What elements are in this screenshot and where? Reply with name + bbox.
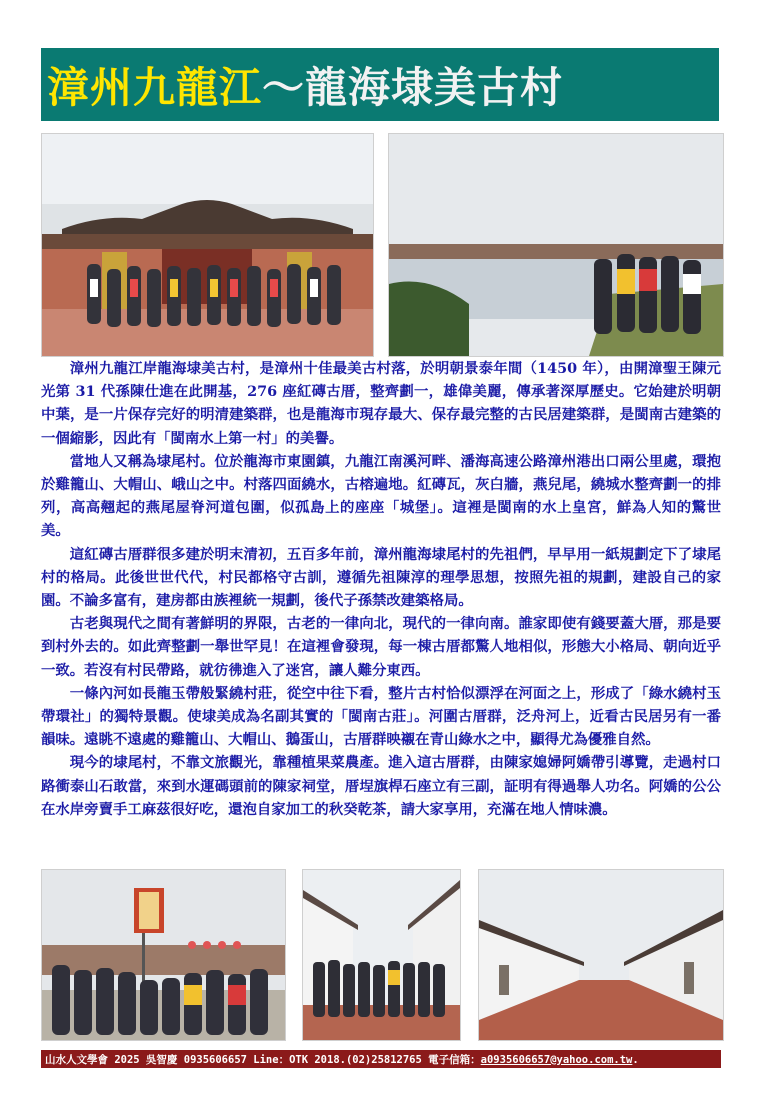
title-part1: 漳州九龍江 [47, 62, 263, 112]
photo-empty-old-street [478, 869, 724, 1041]
photo-group-at-riverbank [388, 133, 724, 357]
photo-group-at-temple-gate [41, 133, 374, 357]
paragraph-5: 一條內河如長龍玉帶般緊繞村莊，從空中往下看，整片古村恰似漂浮在河面之上，形成了「綠水繞村玉帶環社」的獨特景觀。使埭美成為名副其實的「閩南古莊」。河圍古厝群，泛舟河上，近看古民居另有一番韻味。遠眺不遠處的雞籠山、大帽山、鵝蛋山，古厝群映襯在青山綠水之中，顯得尤為優雅自然。 [41, 684, 721, 749]
paragraph-1: 漳州九龍江岸龍海埭美古村，是漳州十佳最美古村落，於明朝景泰年間（1450 年），由開漳聖王陳元光第 31 代孫陳仕進在此開基，276 座紅磚古厝，整齊劃一，雄偉美麗，傳承著深厚歷史。它始建於明朝中葉，是一片保存完好的明清建築群，也是龍海市現存最大、保存最完整的古民居建築群，是閩南古建築的一個縮影，因此有「閩南水上第一村」的美譽。 [41, 360, 721, 447]
footer-contact: 山水人文學會 2025 吳智慶 0935606657 Line：OTK 2018.(02)25812765 電子信箱：a0935606657@yahoo.com.tw. [45, 1053, 639, 1066]
paragraph-3: 這紅磚古厝群很多建於明末清初，五百多年前，漳州龍海埭尾村的先祖們，早早用一紙規劃定下了埭尾村的格局。此後世世代代，村民都格守古訓，遵循先祖陳淳的理學思想，按照先祖的規劃，建設自己的家園。不論多富有，建房都由族裡統一規劃，後代子孫禁改建築格局。 [41, 545, 721, 610]
footer-bar [41, 1050, 721, 1068]
photo-group-in-alley [302, 869, 461, 1041]
footer-email-link[interactable]: a0935606657@yahoo.com.tw [480, 1053, 633, 1066]
title-part2: ～龍海埭美古村 [262, 62, 564, 112]
paragraph-4: 古老與現代之間有著鮮明的界限，古老的一律向北，現代的一律向南。誰家即使有錢要蓋大厝，那是要到村外去的。如此齊整劃一舉世罕見！在這裡會發現，每一棟古厝都驚人地相似，形態大小格局、朝向近乎一致。若沒有村民帶路，就彷彿進入了迷宮，讓人難分東西。 [41, 615, 721, 679]
photo-group-with-flag-banner [41, 869, 286, 1041]
paragraph-6: 現今的埭尾村，不靠文旅觀光，靠種植果菜農產。進入這古厝群，由陳家媳婦阿嬌帶引導覽，走過村口路衝泰山石敢當，來到水運碼頭前的陳家祠堂，厝埕旗桿石座立有三副，証明有得過舉人功名。阿嬌的公公在水岸旁賣手工麻茲很好吃，還泡自家加工的秋癸乾茶，請大家享用，充滿在地人情味濃。 [41, 754, 721, 818]
paragraph-2: 當地人又稱為埭尾村。位於龍海市東園鎮，九龍江南溪河畔、潘海高速公路漳州港出口兩公里處，環抱於雞籠山、大帽山、峨山之中。村落四面繞水，古榕遍地。紅磚瓦，灰白牆，燕兒尾，繞城水整齊劃一的排列，高高翹起的燕尾屋脊河道包圍，似孤島上的座座「城堡」。這裡是閩南的水上皇宮，鮮為人知的驚世美。 [41, 452, 721, 540]
article-body [41, 357, 721, 821]
title-banner [41, 48, 719, 121]
